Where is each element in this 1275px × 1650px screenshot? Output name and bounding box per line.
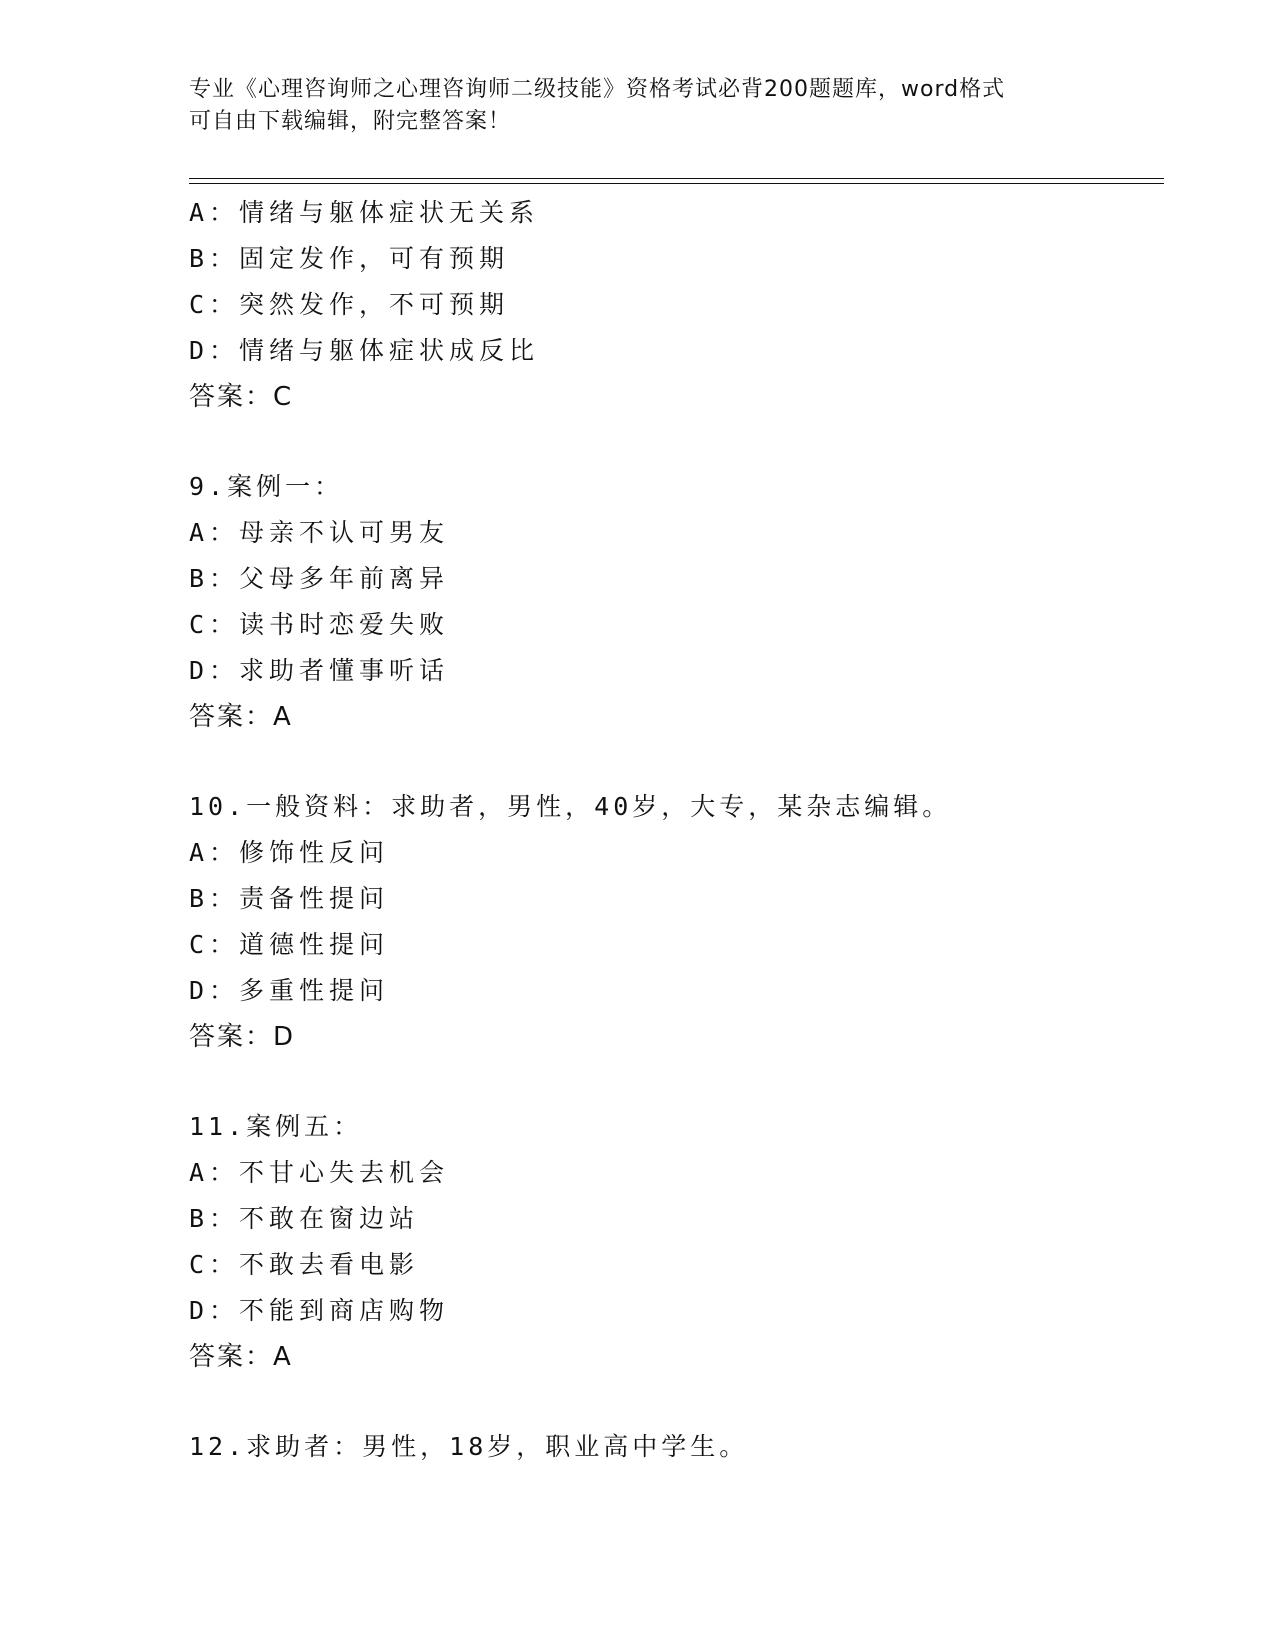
answer-line: 答案：A [189, 1342, 293, 1372]
block-spacer [189, 1060, 1169, 1104]
document-header [189, 74, 1089, 138]
block-spacer [189, 1380, 1169, 1424]
question-block [189, 464, 1169, 740]
header-line-2: 可自由下载编辑，附完整答案！ [189, 109, 512, 134]
option-c: C：不敢去看电影 [189, 1250, 420, 1279]
option-d: D：不能到商店购物 [189, 1296, 450, 1325]
question-title: 10.一般资料：求助者，男性，40岁，大专，某杂志编辑。 [189, 792, 952, 821]
option-d: D：求助者懂事听话 [189, 656, 450, 685]
option-b: B：责备性提问 [189, 884, 390, 913]
question-title: 11.案例五： [189, 1112, 363, 1141]
option-a: A：母亲不认可男友 [189, 518, 450, 547]
question-block [189, 1104, 1169, 1380]
answer-line: 答案：A [189, 702, 293, 732]
question-list [189, 190, 1169, 1470]
option-d: D：情绪与躯体症状成反比 [189, 336, 540, 365]
question-title: 9.案例一： [189, 472, 344, 501]
option-c: C：读书时恋爱失败 [189, 610, 450, 639]
header-divider-bottom [189, 183, 1164, 184]
option-d: D：多重性提问 [189, 976, 390, 1005]
option-a: A：修饰性反问 [189, 838, 390, 867]
answer-line: 答案：C [189, 382, 294, 412]
option-c: C：道德性提问 [189, 930, 390, 959]
block-spacer [189, 740, 1169, 784]
option-a: A：情绪与躯体症状无关系 [189, 198, 540, 227]
question-block [189, 190, 1169, 420]
option-b: B：固定发作，可有预期 [189, 244, 510, 273]
question-title: 12.求助者：男性，18岁，职业高中学生。 [189, 1432, 749, 1461]
header-line-1: 专业《心理咨询师之心理咨询师二级技能》资格考试必背200题题库，word格式 [189, 77, 1006, 102]
answer-line: 答案：D [189, 1022, 296, 1052]
question-block [189, 784, 1169, 1060]
option-b: B：父母多年前离异 [189, 564, 450, 593]
option-a: A：不甘心失去机会 [189, 1158, 450, 1187]
option-c: C：突然发作，不可预期 [189, 290, 510, 319]
header-divider-top [189, 178, 1164, 179]
block-spacer [189, 420, 1169, 464]
option-b: B：不敢在窗边站 [189, 1204, 420, 1233]
